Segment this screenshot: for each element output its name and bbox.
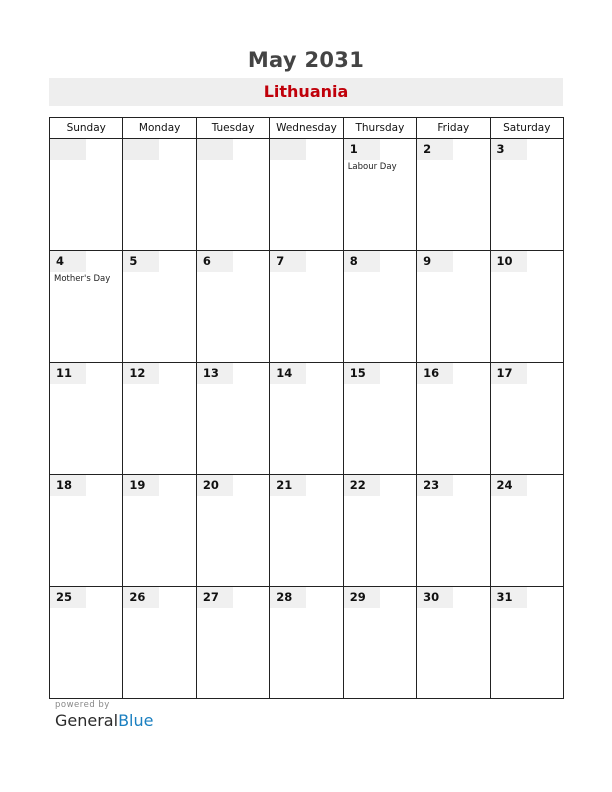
brand-general: General bbox=[55, 711, 119, 730]
week-row bbox=[50, 139, 564, 251]
day-cell bbox=[50, 475, 123, 587]
day-number bbox=[50, 139, 86, 160]
day-cell bbox=[343, 251, 416, 363]
day-cell bbox=[490, 475, 563, 587]
weekday-wednesday: Wednesday bbox=[270, 118, 343, 139]
weekday-monday: Monday bbox=[123, 118, 196, 139]
day-cell bbox=[196, 587, 269, 699]
weekday-friday: Friday bbox=[417, 118, 490, 139]
week-row bbox=[50, 475, 564, 587]
day-cell bbox=[343, 587, 416, 699]
day-cell bbox=[50, 363, 123, 475]
day-number: 15 bbox=[344, 363, 380, 384]
day-number: 26 bbox=[123, 587, 159, 608]
day-number: 8 bbox=[344, 251, 380, 272]
day-number bbox=[197, 139, 233, 160]
week-row bbox=[50, 363, 564, 475]
powered-by-text: powered by bbox=[55, 700, 110, 710]
day-cell bbox=[123, 475, 196, 587]
day-cell bbox=[270, 587, 343, 699]
day-number: 27 bbox=[197, 587, 233, 608]
weekday-tuesday: Tuesday bbox=[196, 118, 269, 139]
day-number: 31 bbox=[491, 587, 527, 608]
day-number: 6 bbox=[197, 251, 233, 272]
day-cell bbox=[417, 363, 490, 475]
day-cell bbox=[343, 475, 416, 587]
day-number: 30 bbox=[417, 587, 453, 608]
country-name: Lithuania bbox=[263, 82, 349, 101]
day-number bbox=[270, 139, 306, 160]
day-number: 14 bbox=[270, 363, 306, 384]
day-cell bbox=[196, 251, 269, 363]
day-cell bbox=[196, 363, 269, 475]
day-cell bbox=[490, 587, 563, 699]
weekday-header-row bbox=[50, 118, 564, 139]
day-cell bbox=[123, 363, 196, 475]
day-number: 20 bbox=[197, 475, 233, 496]
day-cell bbox=[270, 475, 343, 587]
weekday-saturday: Saturday bbox=[490, 118, 563, 139]
day-number bbox=[123, 139, 159, 160]
day-number: 1 bbox=[344, 139, 380, 160]
day-cell bbox=[343, 139, 416, 251]
day-number: 23 bbox=[417, 475, 453, 496]
day-number: 4 bbox=[50, 251, 86, 272]
day-number: 12 bbox=[123, 363, 159, 384]
brand-blue: Blue bbox=[118, 711, 154, 730]
weekday-sunday: Sunday bbox=[50, 118, 123, 139]
day-cell bbox=[123, 587, 196, 699]
weekday-thursday: Thursday bbox=[343, 118, 416, 139]
day-cell bbox=[343, 363, 416, 475]
calendar-grid bbox=[49, 117, 564, 699]
day-cell bbox=[490, 363, 563, 475]
day-cell bbox=[490, 251, 563, 363]
footer bbox=[55, 700, 153, 730]
day-cell bbox=[196, 139, 269, 251]
day-number: 10 bbox=[491, 251, 527, 272]
day-number: 25 bbox=[50, 587, 86, 608]
day-number: 28 bbox=[270, 587, 306, 608]
holiday-label: Labour Day bbox=[347, 162, 397, 172]
day-number: 11 bbox=[50, 363, 86, 384]
day-number: 17 bbox=[491, 363, 527, 384]
day-number: 7 bbox=[270, 251, 306, 272]
week-row bbox=[50, 251, 564, 363]
day-cell bbox=[50, 587, 123, 699]
day-cell bbox=[417, 251, 490, 363]
calendar-title: May 2031 bbox=[247, 48, 365, 72]
day-cell bbox=[417, 587, 490, 699]
day-number: 16 bbox=[417, 363, 453, 384]
day-cell bbox=[417, 475, 490, 587]
day-number: 21 bbox=[270, 475, 306, 496]
day-cell bbox=[123, 139, 196, 251]
week-row bbox=[50, 587, 564, 699]
holiday-label: Mother's Day bbox=[54, 274, 111, 284]
generalblue-logo bbox=[55, 711, 153, 730]
day-cell bbox=[50, 139, 123, 251]
day-number: 24 bbox=[491, 475, 527, 496]
day-cell bbox=[123, 251, 196, 363]
day-cell bbox=[270, 139, 343, 251]
day-number: 18 bbox=[50, 475, 86, 496]
day-number: 5 bbox=[123, 251, 159, 272]
day-cell bbox=[417, 139, 490, 251]
day-cell bbox=[270, 363, 343, 475]
day-number: 22 bbox=[344, 475, 380, 496]
day-cell bbox=[270, 251, 343, 363]
country-banner bbox=[49, 78, 563, 106]
day-number: 19 bbox=[123, 475, 159, 496]
day-cell bbox=[50, 251, 123, 363]
day-number: 29 bbox=[344, 587, 380, 608]
day-number: 13 bbox=[197, 363, 233, 384]
day-number: 9 bbox=[417, 251, 453, 272]
day-cell bbox=[196, 475, 269, 587]
day-number: 2 bbox=[417, 139, 453, 160]
day-cell bbox=[490, 139, 563, 251]
day-number: 3 bbox=[491, 139, 527, 160]
